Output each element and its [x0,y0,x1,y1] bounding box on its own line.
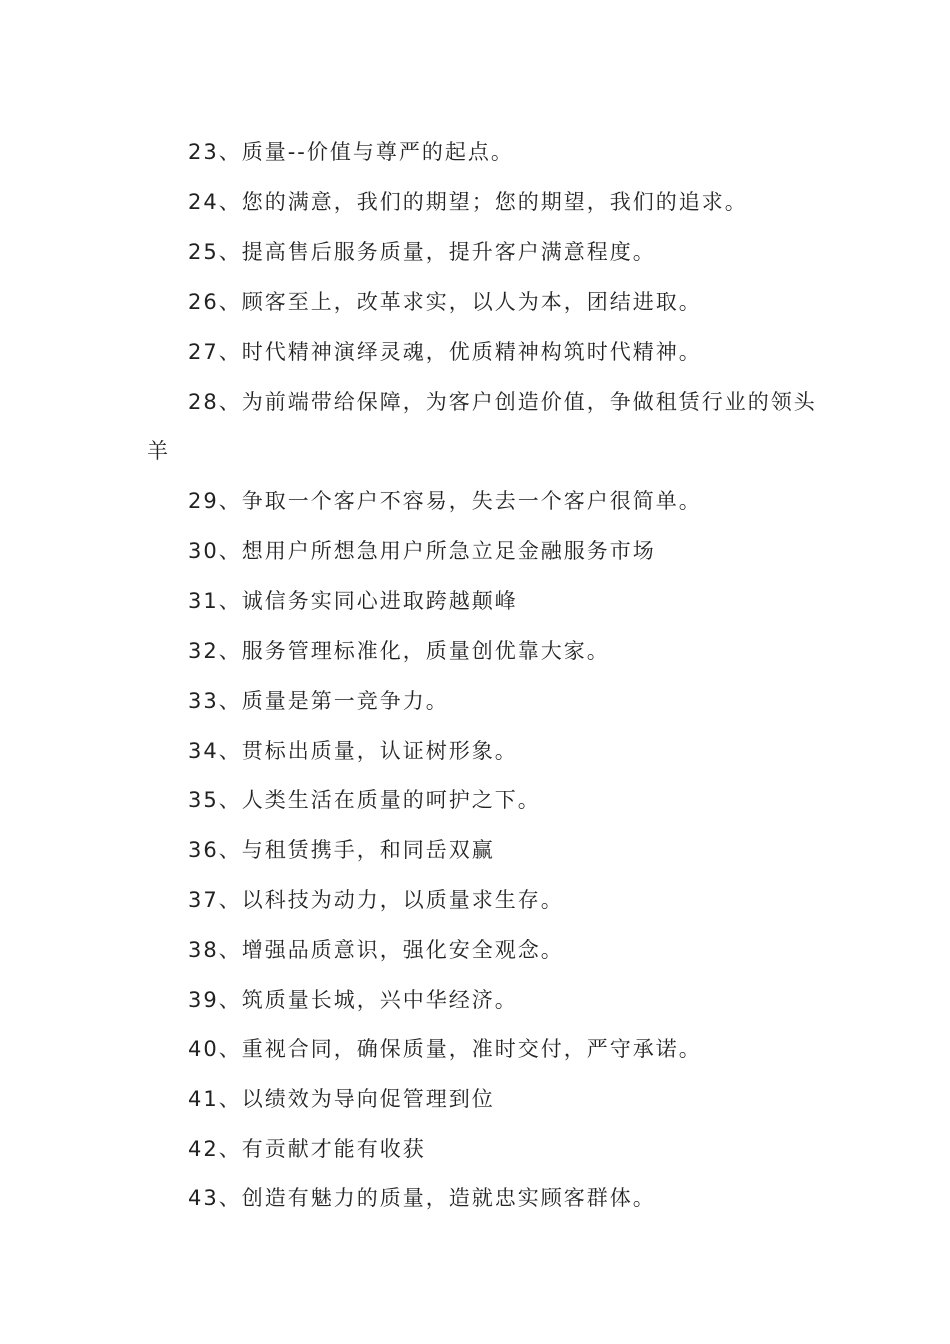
slogan-line-27: 27、时代精神演绎灵魂，优质精神构筑时代精神。 [188,340,702,364]
slogan-line-38: 38、增强品质意识，强化安全观念。 [188,938,564,962]
slogan-line-35: 35、人类生活在质量的呵护之下。 [188,788,541,812]
slogan-line-28-continued: 羊 [147,439,170,463]
slogan-line-34: 34、贯标出质量，认证树形象。 [188,739,518,763]
slogan-line-33: 33、质量是第一竞争力。 [188,689,449,713]
slogan-line-43: 43、创造有魅力的质量，造就忠实顾客群体。 [188,1186,656,1210]
slogan-line-23: 23、质量--价值与尊严的起点。 [188,140,514,164]
slogan-line-30: 30、想用户所想急用户所急立足金融服务市场 [188,539,656,563]
slogan-line-37: 37、以科技为动力，以质量求生存。 [188,888,564,912]
slogan-line-36: 36、与租赁携手，和同岳双赢 [188,838,495,862]
slogan-line-40: 40、重视合同，确保质量，准时交付，严守承诺。 [188,1037,702,1061]
slogan-line-42: 42、有贡献才能有收获 [188,1137,426,1161]
slogan-line-39: 39、筑质量长城，兴中华经济。 [188,988,518,1012]
slogan-line-29: 29、争取一个客户不容易，失去一个客户很简单。 [188,489,702,513]
slogan-line-28: 28、为前端带给保障，为客户创造价值，争做租赁行业的领头 [188,390,817,414]
slogan-line-25: 25、提高售后服务质量，提升客户满意程度。 [188,240,656,264]
slogan-line-41: 41、以绩效为导向促管理到位 [188,1087,495,1111]
slogan-line-26: 26、顾客至上，改革求实，以人为本，团结进取。 [188,290,702,314]
slogan-line-31: 31、诚信务实同心进取跨越颠峰 [188,589,518,613]
slogan-line-32: 32、服务管理标准化，质量创优靠大家。 [188,639,610,663]
slogan-line-24: 24、您的满意，我们的期望；您的期望，我们的追求。 [188,190,748,214]
